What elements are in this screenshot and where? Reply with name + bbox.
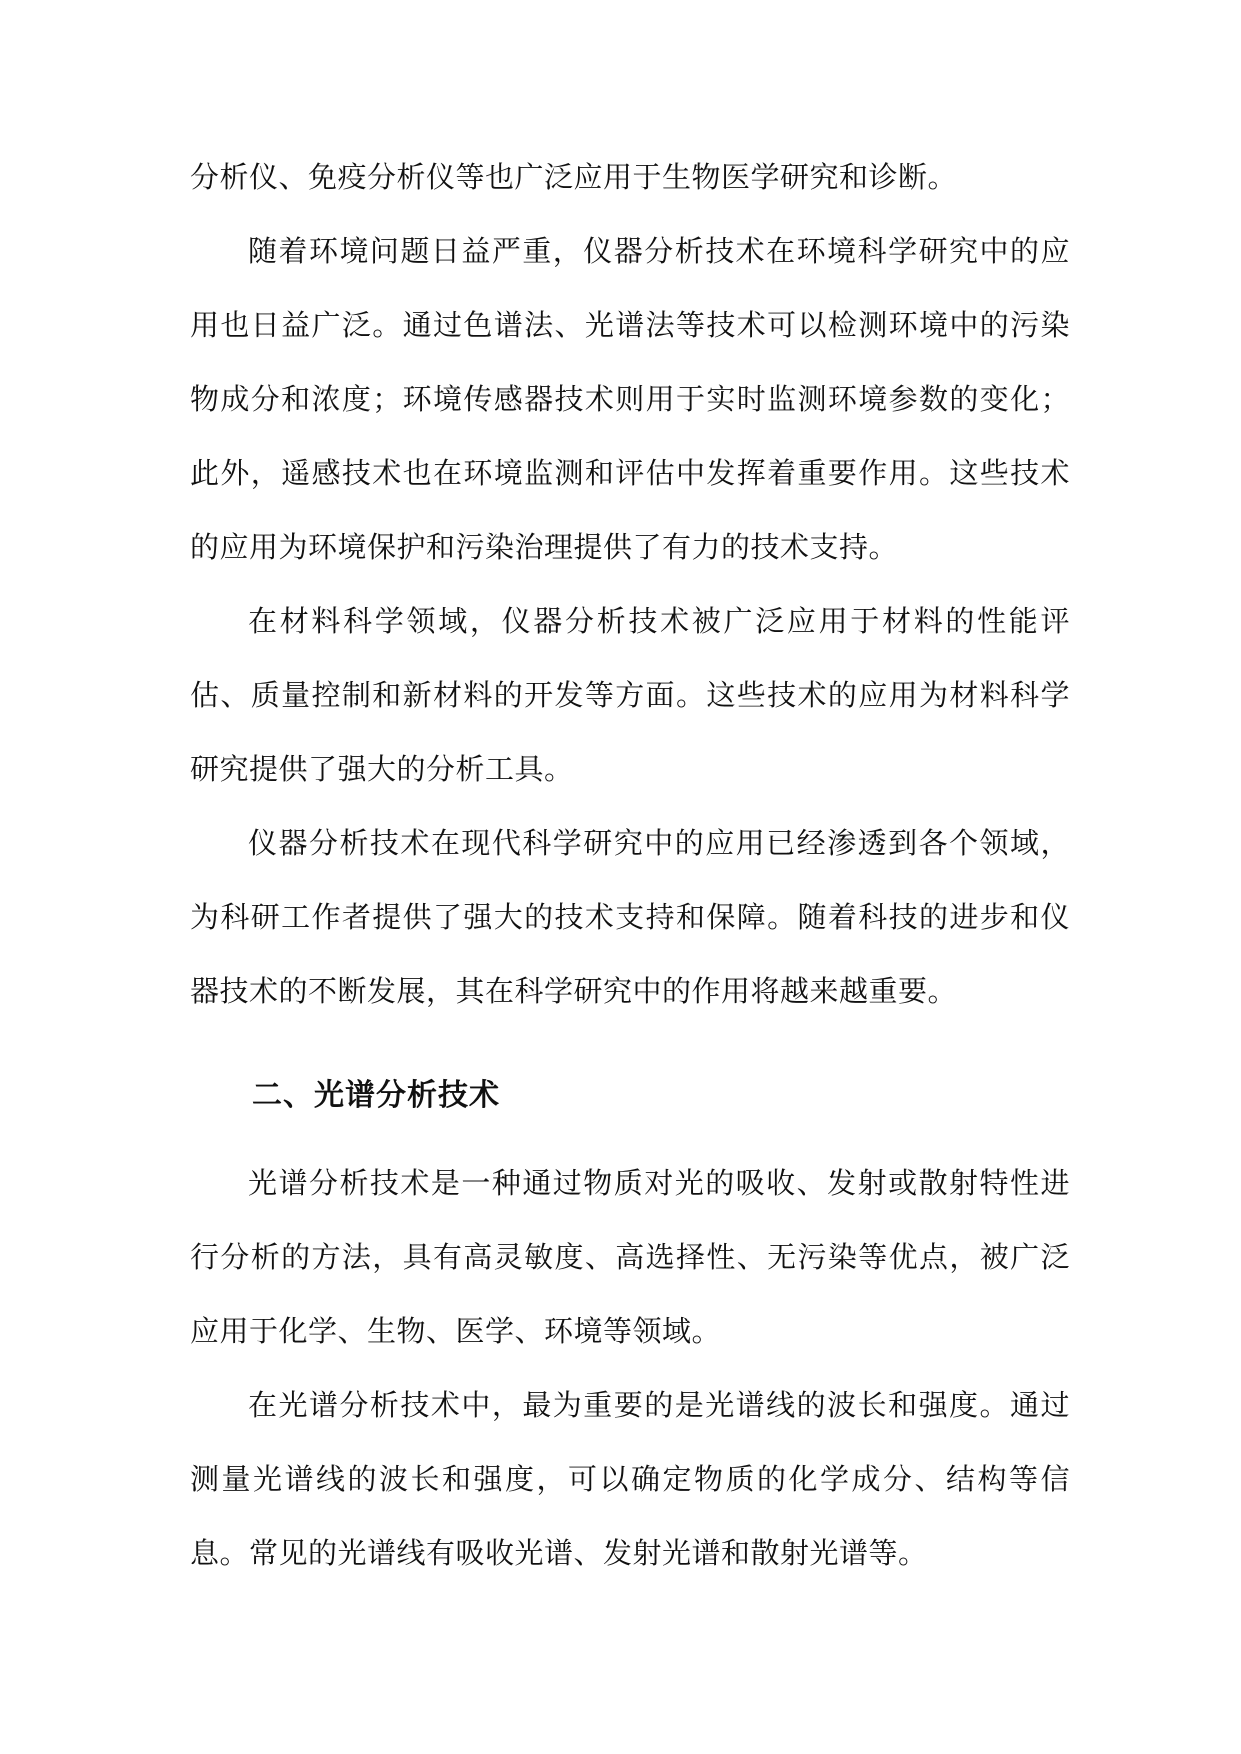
paragraph-environment: 随着环境问题日益严重，仪器分析技术在环境科学研究中的应用也日益广泛。通过色谱法、光谱法等技术可以检测环境中的污染物成分和浓度；环境传感器技术则用于实时监测环境参数的变化；此外，遥感技术也在环境监测和评估中发挥着重要作用。这些技术的应用为环境保护和污染治理提供了有力的技术支持。 xyxy=(190,234,1070,564)
section-heading: 二、光谱分析技术 xyxy=(252,1078,500,1113)
paragraph-summary: 仪器分析技术在现代科学研究中的应用已经渗透到各个领域，为科研工作者提供了强大的技术支持和保障。随着科技的进步和仪器技术的不断发展，其在科学研究中的作用将越来越重要。 xyxy=(190,826,1070,1008)
paragraph-materials: 在材料科学领域，仪器分析技术被广泛应用于材料的性能评估、质量控制和新材料的开发等方面。这些技术的应用为材料科学研究提供了强大的分析工具。 xyxy=(190,604,1070,786)
paragraph-continuation: 分析仪、免疫分析仪等也广泛应用于生物医学研究和诊断。 xyxy=(190,160,958,194)
document-body xyxy=(190,140,1070,1590)
paragraph-spectral-lines: 在光谱分析技术中，最为重要的是光谱线的波长和强度。通过测量光谱线的波长和强度，可以确定物质的化学成分、结构等信息。常见的光谱线有吸收光谱、发射光谱和散射光谱等。 xyxy=(190,1388,1070,1570)
paragraph-spectroscopy-intro: 光谱分析技术是一种通过物质对光的吸收、发射或散射特性进行分析的方法，具有高灵敏度、高选择性、无污染等优点，被广泛应用于化学、生物、医学、环境等领域。 xyxy=(190,1166,1070,1348)
